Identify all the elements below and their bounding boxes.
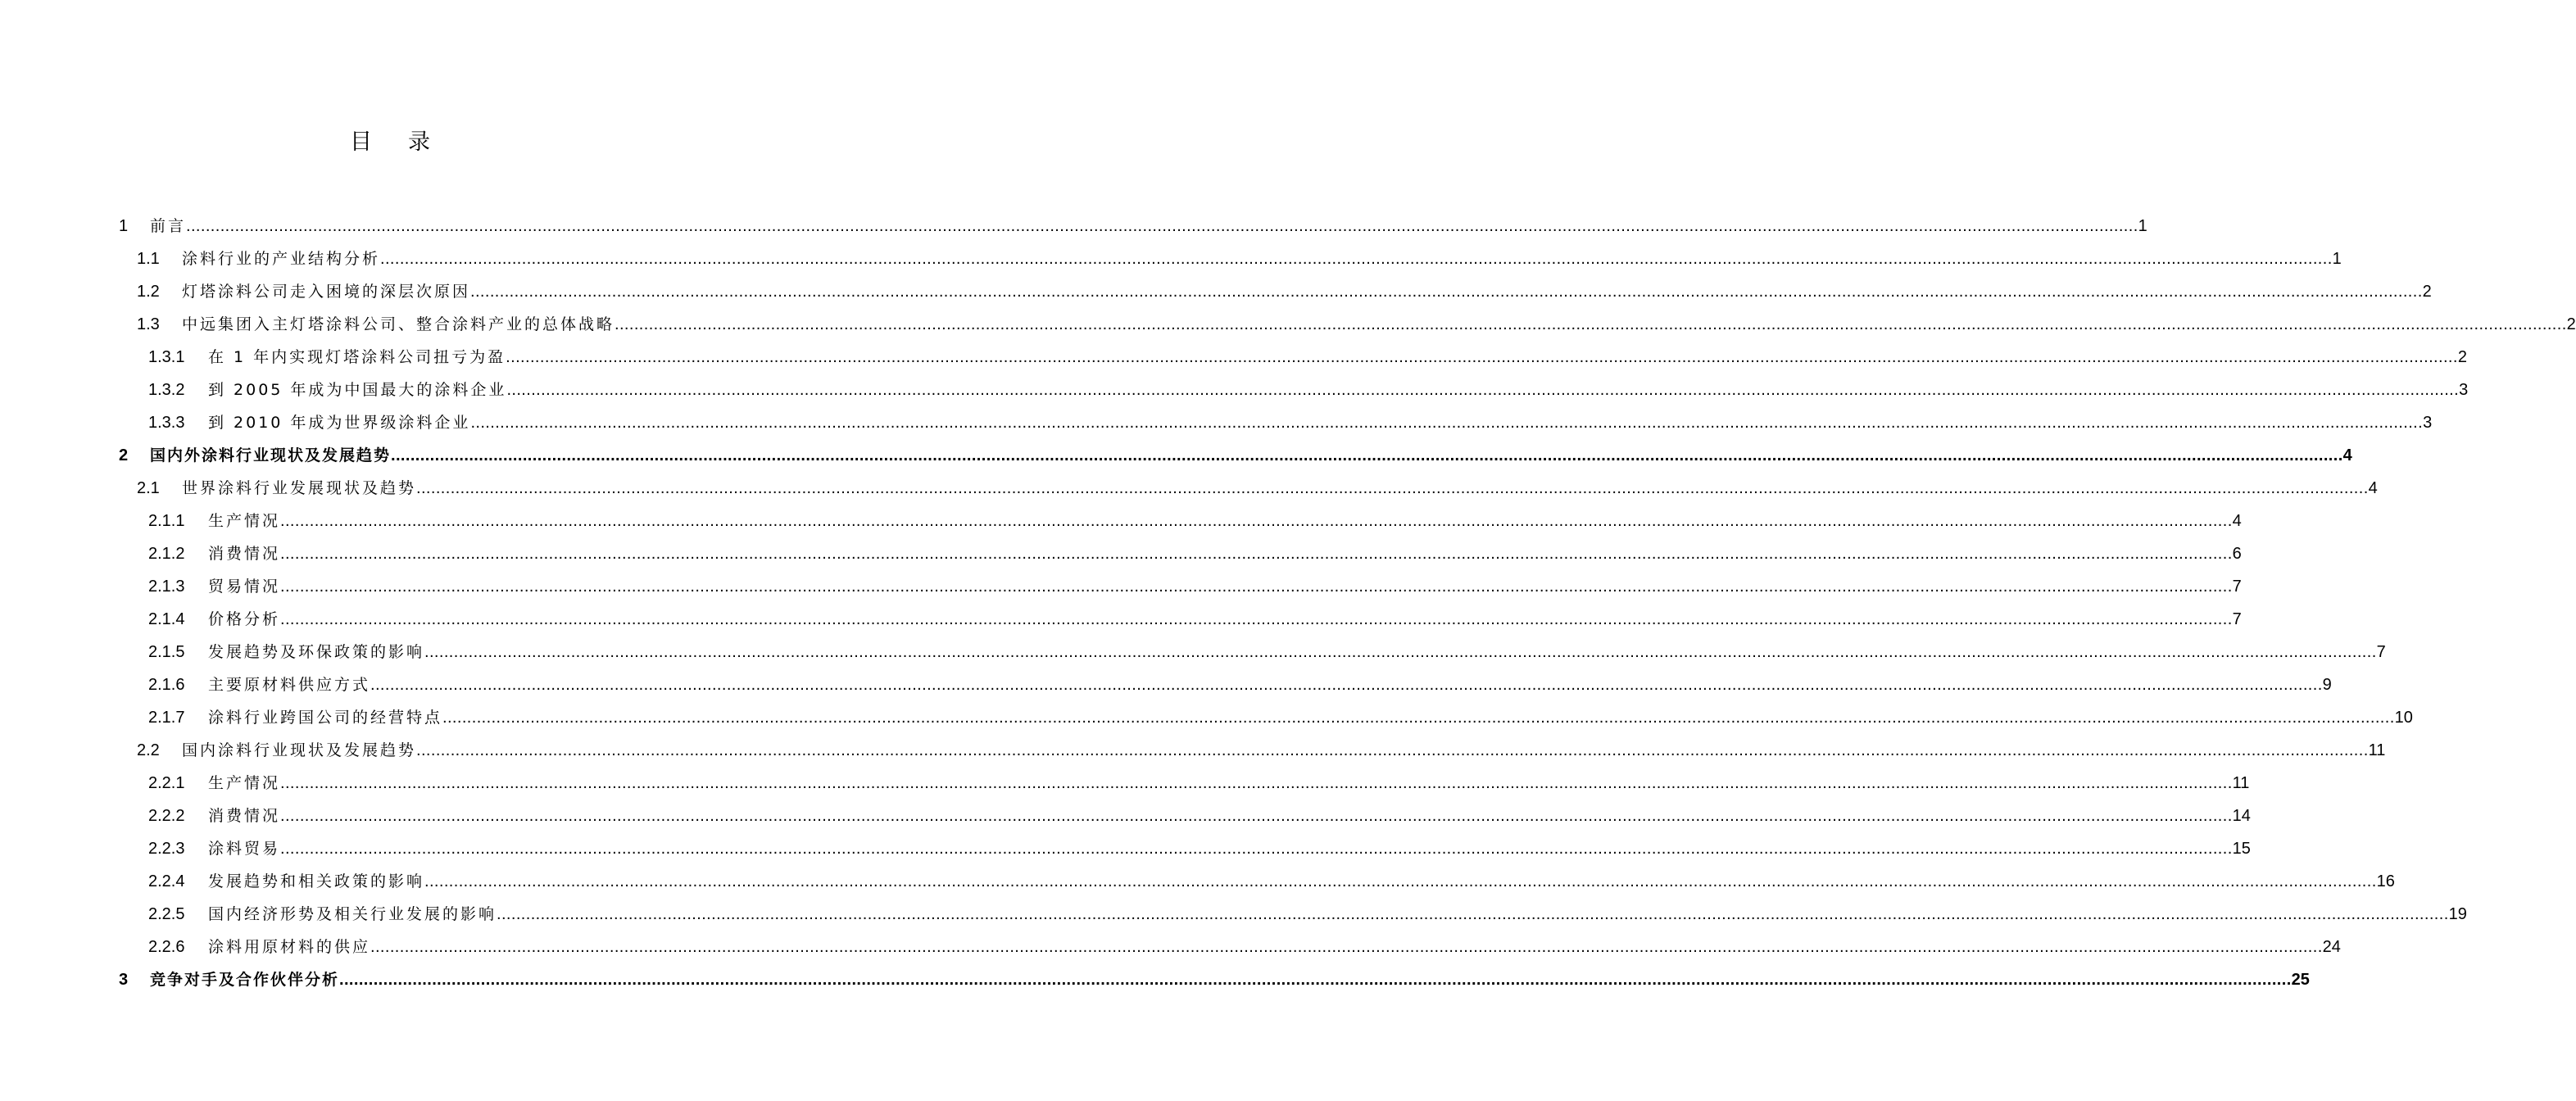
toc-entry[interactable] bbox=[148, 898, 2467, 931]
toc-dot-leader: ................................................................................................................................................................................................................................................................................................................................................................................................................ bbox=[615, 315, 2567, 333]
toc-entry[interactable] bbox=[148, 636, 2386, 668]
toc-entry-number: 2.2.1 bbox=[148, 774, 185, 792]
toc-entry-text: 涂料贸易 bbox=[208, 840, 281, 858]
toc-entry-number: 3 bbox=[119, 971, 129, 989]
toc-entry-text: 贸易情况 bbox=[208, 578, 281, 596]
toc-entry-number: 2.1.7 bbox=[148, 709, 185, 727]
toc-entry-page-number: 7 bbox=[2376, 643, 2386, 661]
toc-entry[interactable] bbox=[148, 603, 2242, 636]
toc-entry[interactable] bbox=[148, 800, 2251, 832]
toc-entry-number: 2.1 bbox=[137, 479, 160, 497]
toc-entry-number: 2.1.4 bbox=[148, 610, 185, 628]
toc-entry-page-number: 6 bbox=[2232, 545, 2242, 563]
toc-dot-leader: ................................................................................................................................................................................................................................................................................................................................................................................................................ bbox=[416, 741, 2369, 759]
toc-entry-page-number: 24 bbox=[2322, 938, 2341, 956]
toc-dot-leader: ................................................................................................................................................................................................................................................................................................................................................................................................................ bbox=[280, 512, 2233, 530]
toc-entry[interactable] bbox=[148, 701, 2413, 734]
toc-entry[interactable] bbox=[148, 505, 2242, 537]
toc-entry[interactable] bbox=[137, 275, 2432, 308]
toc-dot-leader: ................................................................................................................................................................................................................................................................................................................................................................................................................ bbox=[339, 971, 2292, 989]
toc-entry-number: 1 bbox=[119, 217, 129, 235]
toc-entry-page-number: 2 bbox=[2457, 348, 2467, 366]
toc-entry-page-number: 1 bbox=[2332, 250, 2342, 268]
toc-dot-leader: ................................................................................................................................................................................................................................................................................................................................................................................................................ bbox=[470, 414, 2424, 432]
toc-entry-number: 2.2.2 bbox=[148, 807, 185, 825]
toc-entry-number: 2.1.2 bbox=[148, 545, 185, 563]
toc-entry-text: 灯塔涂料公司走入困境的深层次原因 bbox=[182, 283, 471, 301]
toc-entry-text: 在 1 年内实现灯塔涂料公司扭亏为盈 bbox=[208, 348, 506, 366]
toc-entry-number: 1.2 bbox=[137, 283, 160, 301]
toc-entry[interactable] bbox=[119, 963, 2310, 996]
toc-dot-leader: ................................................................................................................................................................................................................................................................................................................................................................................................................ bbox=[186, 217, 2138, 235]
toc-entry[interactable] bbox=[137, 734, 2386, 767]
toc-entry-number: 2.2.3 bbox=[148, 840, 185, 858]
toc-entry[interactable] bbox=[148, 767, 2250, 800]
toc-entry-text: 中远集团入主灯塔涂料公司、整合涂料产业的总体战略 bbox=[182, 315, 615, 333]
toc-entry-text: 国内涂料行业现状及发展趋势 bbox=[182, 741, 417, 759]
toc-dot-leader: ................................................................................................................................................................................................................................................................................................................................................................................................................ bbox=[424, 643, 2377, 661]
toc-entry[interactable] bbox=[148, 537, 2242, 570]
toc-entry-page-number: 3 bbox=[2423, 414, 2433, 432]
toc-entry-page-number: 7 bbox=[2232, 610, 2242, 628]
toc-entry-text: 生产情况 bbox=[208, 512, 281, 530]
toc-entry-page-number: 2 bbox=[2566, 315, 2576, 333]
toc-dot-leader: ................................................................................................................................................................................................................................................................................................................................................................................................................ bbox=[370, 938, 2323, 956]
toc-entry-text: 涂料用原材料的供应 bbox=[208, 938, 371, 956]
toc-entry[interactable] bbox=[137, 472, 2378, 505]
toc-entry[interactable] bbox=[137, 242, 2342, 275]
toc-entry-text: 到 2005 年成为中国最大的涂料企业 bbox=[208, 381, 507, 399]
toc-dot-leader: ................................................................................................................................................................................................................................................................................................................................................................................................................ bbox=[442, 709, 2395, 727]
toc-entry-page-number: 4 bbox=[2232, 512, 2242, 530]
toc-entry[interactable] bbox=[119, 210, 2147, 242]
toc-dot-leader: ................................................................................................................................................................................................................................................................................................................................................................................................................ bbox=[506, 381, 2460, 399]
toc-entry-page-number: 4 bbox=[2342, 446, 2352, 464]
toc-dot-leader: ................................................................................................................................................................................................................................................................................................................................................................................................................ bbox=[280, 578, 2233, 596]
toc-dot-leader: ................................................................................................................................................................................................................................................................................................................................................................................................................ bbox=[280, 840, 2233, 858]
toc-entry-number: 2 bbox=[119, 446, 129, 464]
toc-entry-text: 国内外涂料行业现状及发展趋势 bbox=[150, 446, 392, 464]
toc-dot-leader: ................................................................................................................................................................................................................................................................................................................................................................................................................ bbox=[424, 872, 2377, 890]
toc-entry-page-number: 2 bbox=[2422, 283, 2432, 301]
toc-entry-number: 2.2.6 bbox=[148, 938, 185, 956]
toc-entry-number: 1.3.2 bbox=[148, 381, 185, 399]
toc-entry-text: 前言 bbox=[150, 217, 187, 235]
toc-entry[interactable] bbox=[137, 308, 2576, 341]
toc-entry-text: 发展趋势及环保政策的影响 bbox=[208, 643, 425, 661]
toc-entry-text: 竞争对手及合作伙伴分析 bbox=[150, 971, 340, 989]
toc-entry-number: 2.1.3 bbox=[148, 578, 185, 596]
toc-entry-page-number: 25 bbox=[2291, 971, 2310, 989]
toc-entry-number: 1.3 bbox=[137, 315, 160, 333]
toc-entry-text: 主要原材料供应方式 bbox=[208, 676, 371, 694]
page-title: 目录 bbox=[350, 129, 466, 155]
toc-entry-page-number: 7 bbox=[2232, 578, 2242, 596]
toc-entry[interactable] bbox=[119, 439, 2352, 472]
toc-entry-text: 世界涂料行业发展现状及趋势 bbox=[182, 479, 417, 497]
toc-dot-leader: ................................................................................................................................................................................................................................................................................................................................................................................................................ bbox=[280, 807, 2233, 825]
toc-entry-text: 消费情况 bbox=[208, 807, 281, 825]
toc-entry-text: 生产情况 bbox=[208, 774, 281, 792]
toc-entry-number: 2.1.5 bbox=[148, 643, 185, 661]
toc-dot-leader: ................................................................................................................................................................................................................................................................................................................................................................................................................ bbox=[380, 250, 2333, 268]
toc-entry[interactable] bbox=[148, 341, 2467, 374]
toc-entry-text: 涂料行业跨国公司的经营特点 bbox=[208, 709, 443, 727]
toc-entry-page-number: 11 bbox=[2232, 774, 2250, 792]
toc-entry-text: 国内经济形势及相关行业发展的影响 bbox=[208, 905, 497, 923]
toc-entry-text: 消费情况 bbox=[208, 545, 281, 563]
toc-entry[interactable] bbox=[148, 406, 2433, 439]
toc-entry-text: 发展趋势和相关政策的影响 bbox=[208, 872, 425, 890]
toc-entry[interactable] bbox=[148, 832, 2251, 865]
toc-dot-leader: ................................................................................................................................................................................................................................................................................................................................................................................................................ bbox=[497, 905, 2449, 923]
toc-entry-number: 1.3.1 bbox=[148, 348, 185, 366]
toc-entry-page-number: 16 bbox=[2376, 872, 2395, 890]
toc-entry-page-number: 3 bbox=[2459, 381, 2469, 399]
toc-dot-leader: ................................................................................................................................................................................................................................................................................................................................................................................................................ bbox=[280, 610, 2233, 628]
toc-entry-page-number: 4 bbox=[2368, 479, 2378, 497]
toc-dot-leader: ................................................................................................................................................................................................................................................................................................................................................................................................................ bbox=[506, 348, 2458, 366]
toc-entry-number: 1.3.3 bbox=[148, 414, 185, 432]
toc-entry-number: 2.2.5 bbox=[148, 905, 185, 923]
toc-entry-page-number: 19 bbox=[2448, 905, 2467, 923]
toc-entry-page-number: 9 bbox=[2322, 676, 2332, 694]
toc-entry-page-number: 1 bbox=[2138, 217, 2147, 235]
toc-entry-page-number: 10 bbox=[2394, 709, 2413, 727]
toc-dot-leader: ................................................................................................................................................................................................................................................................................................................................................................................................................ bbox=[370, 676, 2323, 694]
toc-entry[interactable] bbox=[148, 931, 2341, 963]
toc-entry-page-number: 11 bbox=[2368, 741, 2386, 759]
toc-entry-page-number: 15 bbox=[2232, 840, 2251, 858]
toc-entry[interactable] bbox=[148, 865, 2395, 898]
toc-entry[interactable] bbox=[148, 668, 2332, 701]
toc-entry-number: 2.1.6 bbox=[148, 676, 185, 694]
toc-entry[interactable] bbox=[148, 374, 2469, 406]
toc-dot-leader: ................................................................................................................................................................................................................................................................................................................................................................................................................ bbox=[416, 479, 2369, 497]
toc-dot-leader: ................................................................................................................................................................................................................................................................................................................................................................................................................ bbox=[280, 545, 2233, 563]
toc-entry-page-number: 14 bbox=[2232, 807, 2251, 825]
toc-entry-text: 涂料行业的产业结构分析 bbox=[182, 250, 381, 268]
toc-dot-leader: ................................................................................................................................................................................................................................................................................................................................................................................................................ bbox=[391, 446, 2343, 464]
toc-dot-leader: ................................................................................................................................................................................................................................................................................................................................................................................................................ bbox=[280, 774, 2233, 792]
toc-entry-text: 到 2010 年成为世界级涂料企业 bbox=[208, 414, 471, 432]
toc-entry-number: 2.1.1 bbox=[148, 512, 185, 530]
toc-entry-number: 2.2 bbox=[137, 741, 160, 759]
toc-entry-text: 价格分析 bbox=[208, 610, 281, 628]
toc-entry-number: 2.2.4 bbox=[148, 872, 185, 890]
toc-dot-leader: ................................................................................................................................................................................................................................................................................................................................................................................................................ bbox=[470, 283, 2423, 301]
toc-entry[interactable] bbox=[148, 570, 2242, 603]
toc-entry-number: 1.1 bbox=[137, 250, 160, 268]
